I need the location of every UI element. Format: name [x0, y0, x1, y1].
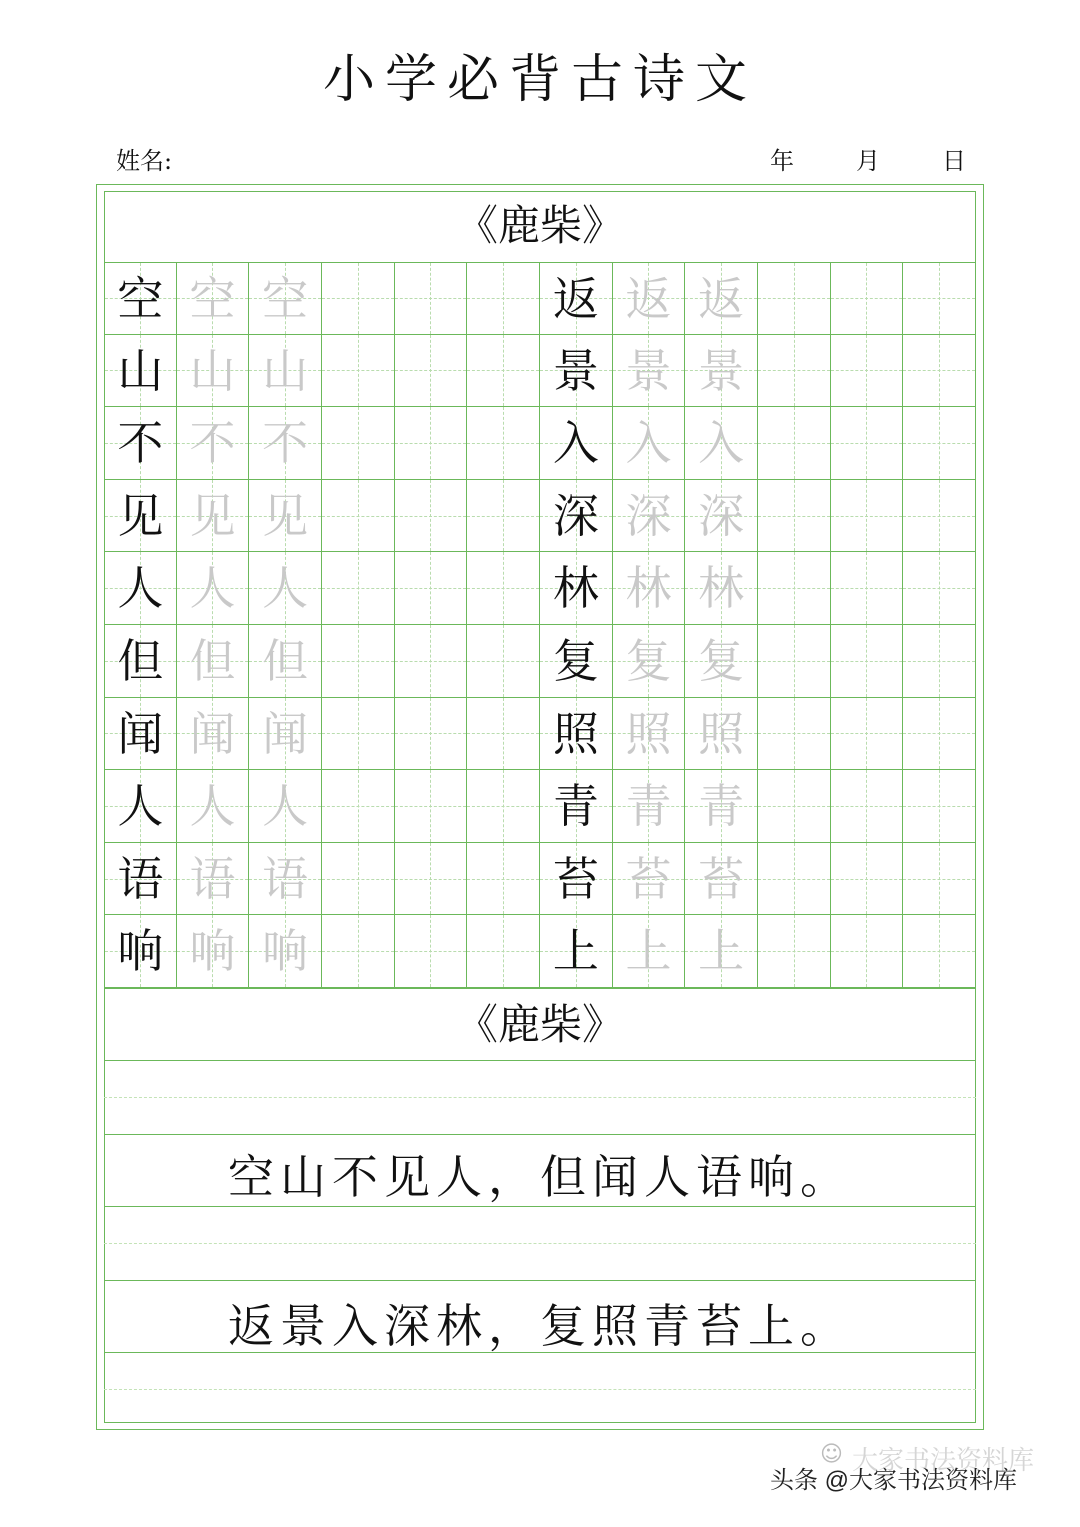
- blank-practice-cell: [467, 843, 540, 916]
- model-character: 空: [117, 272, 164, 326]
- tracing-character-cell: [685, 915, 758, 988]
- model-character-cell: [540, 770, 613, 843]
- blank-practice-cell: [467, 335, 540, 408]
- tracing-character: 山: [189, 343, 236, 398]
- model-character-cell: [540, 552, 613, 625]
- blank-practice-cell: [758, 552, 831, 625]
- band-line: [104, 1280, 976, 1281]
- model-character-cell: [104, 915, 177, 988]
- page-title: 小学必背古诗文: [322, 50, 757, 110]
- blank-practice-cell: [467, 915, 540, 988]
- blank-practice-cell: [467, 698, 540, 771]
- watermark-text: 头条 @大家书法资料库: [770, 1467, 1018, 1494]
- tracing-character: 深: [625, 488, 672, 543]
- tracing-character: 语: [262, 851, 309, 906]
- tracing-character: 照: [625, 706, 672, 761]
- tracing-character-cell: [249, 552, 322, 625]
- tracing-character-cell: [613, 698, 686, 771]
- blank-practice-cell: [395, 770, 468, 843]
- tracing-character: 入: [698, 416, 745, 471]
- tracing-character-cell: [685, 625, 758, 698]
- blank-practice-cell: [395, 843, 468, 916]
- tracing-grid: [104, 262, 976, 988]
- band-line: [104, 1060, 976, 1061]
- date-day-label: 日: [942, 147, 966, 175]
- blank-practice-cell: [322, 552, 395, 625]
- tracing-character-cell: [177, 915, 250, 988]
- blank-practice-cell: [758, 335, 831, 408]
- tracing-character-cell: [177, 480, 250, 553]
- tracing-character-cell: [177, 625, 250, 698]
- model-character-cell: [104, 480, 177, 553]
- blank-practice-cell: [903, 335, 976, 408]
- band-line: [104, 1206, 976, 1207]
- tracing-character: 林: [625, 561, 672, 616]
- model-character-cell: [104, 335, 177, 408]
- band-guide: [104, 1243, 976, 1244]
- model-character: 林: [552, 561, 599, 616]
- date-month-label: 月: [856, 147, 880, 175]
- model-character-cell: [104, 407, 177, 480]
- name-label: 姓名:: [116, 147, 173, 175]
- tracing-character: 山: [262, 343, 309, 398]
- tracing-character-cell: [249, 335, 322, 408]
- tracing-character-cell: [685, 335, 758, 408]
- tracing-character: 空: [262, 272, 309, 326]
- blank-practice-cell: [831, 915, 904, 988]
- tracing-character-cell: [685, 407, 758, 480]
- model-character-cell: [540, 480, 613, 553]
- blank-practice-cell: [831, 552, 904, 625]
- model-character-cell: [540, 335, 613, 408]
- model-character: 但: [117, 634, 164, 688]
- tracing-character: 上: [698, 924, 745, 979]
- blank-practice-cell: [395, 698, 468, 771]
- tracing-character-cell: [249, 480, 322, 553]
- blank-practice-cell: [322, 407, 395, 480]
- blank-practice-cell: [903, 843, 976, 916]
- model-character-cell: [104, 625, 177, 698]
- tracing-character: 人: [262, 779, 309, 834]
- poem-line-1: 空山不见人，但闻人语响。: [228, 1150, 852, 1204]
- tracing-character: 人: [262, 561, 309, 616]
- blank-practice-cell: [395, 480, 468, 553]
- tracing-character: 见: [189, 488, 236, 543]
- model-character-cell: [104, 698, 177, 771]
- tracing-character-cell: [177, 770, 250, 843]
- model-character: 返: [552, 272, 599, 326]
- tracing-character-cell: [613, 335, 686, 408]
- tracing-character-cell: [177, 335, 250, 408]
- tracing-character-cell: [177, 262, 250, 335]
- tracing-character: 闻: [189, 706, 236, 761]
- blank-practice-cell: [322, 262, 395, 335]
- grid-bottom-line: [104, 988, 976, 989]
- tracing-character-cell: [613, 915, 686, 988]
- poem-line-2: 返景入深林，复照青苔上。: [228, 1299, 852, 1353]
- band-guide: [104, 1389, 976, 1390]
- tracing-character: 空: [189, 272, 236, 326]
- blank-practice-cell: [467, 625, 540, 698]
- tracing-character: 照: [698, 706, 745, 761]
- blank-practice-cell: [395, 625, 468, 698]
- blank-practice-cell: [322, 480, 395, 553]
- tracing-character-cell: [685, 698, 758, 771]
- tracing-character-cell: [249, 770, 322, 843]
- blank-practice-cell: [831, 262, 904, 335]
- model-character: 人: [117, 779, 164, 834]
- blank-practice-cell: [831, 843, 904, 916]
- band-line: [104, 1352, 976, 1353]
- blank-practice-cell: [322, 843, 395, 916]
- band-line: [104, 1134, 976, 1135]
- tracing-character: 语: [189, 851, 236, 906]
- tracing-character: 但: [189, 634, 236, 688]
- blank-practice-cell: [758, 407, 831, 480]
- tracing-character-cell: [249, 262, 322, 335]
- tracing-character: 不: [189, 416, 236, 471]
- poem-title-bottom: 《鹿柴》: [455, 1000, 624, 1049]
- tracing-character: 复: [698, 634, 745, 688]
- blank-practice-cell: [903, 262, 976, 335]
- model-character: 复: [552, 634, 599, 688]
- blank-practice-cell: [758, 843, 831, 916]
- blank-practice-cell: [322, 698, 395, 771]
- blank-practice-cell: [831, 770, 904, 843]
- model-character: 深: [552, 488, 599, 543]
- blank-practice-cell: [467, 480, 540, 553]
- poem-title-top: 《鹿柴》: [455, 201, 624, 250]
- model-character-cell: [104, 843, 177, 916]
- tracing-character: 返: [698, 272, 745, 326]
- tracing-character-cell: [685, 480, 758, 553]
- model-character: 语: [117, 851, 164, 906]
- tracing-character-cell: [685, 262, 758, 335]
- blank-practice-cell: [395, 262, 468, 335]
- model-character-cell: [104, 262, 177, 335]
- tracing-character-cell: [177, 407, 250, 480]
- blank-practice-cell: [758, 770, 831, 843]
- tracing-character: 苔: [698, 851, 745, 906]
- model-character: 景: [552, 343, 599, 398]
- blank-practice-cell: [903, 770, 976, 843]
- blank-practice-cell: [758, 698, 831, 771]
- tracing-character: 响: [262, 924, 309, 979]
- tracing-character: 但: [262, 634, 309, 688]
- tracing-character-cell: [613, 843, 686, 916]
- tracing-character-cell: [177, 552, 250, 625]
- model-character: 苔: [552, 851, 599, 906]
- tracing-character: 景: [698, 343, 745, 398]
- tracing-character: 见: [262, 488, 309, 543]
- tracing-character-cell: [177, 843, 250, 916]
- model-character: 不: [117, 416, 164, 471]
- model-character: 上: [552, 924, 599, 979]
- tracing-character: 响: [189, 924, 236, 979]
- blank-practice-cell: [831, 335, 904, 408]
- tracing-character-cell: [613, 770, 686, 843]
- blank-practice-cell: [395, 407, 468, 480]
- band-guide: [104, 1097, 976, 1098]
- blank-practice-cell: [395, 335, 468, 408]
- tracing-character: 闻: [262, 706, 309, 761]
- date-year-label: 年: [770, 147, 794, 175]
- tracing-character: 深: [698, 488, 745, 543]
- model-character: 入: [552, 416, 599, 471]
- model-character: 山: [117, 343, 164, 398]
- blank-practice-cell: [467, 407, 540, 480]
- blank-practice-cell: [903, 915, 976, 988]
- blank-practice-cell: [903, 407, 976, 480]
- watermark-faded-text: 大家书法资料库: [852, 1446, 1035, 1476]
- model-character-cell: [540, 915, 613, 988]
- model-character: 照: [552, 706, 599, 761]
- blank-practice-cell: [831, 480, 904, 553]
- tracing-character-cell: [613, 262, 686, 335]
- model-character-cell: [540, 262, 613, 335]
- blank-practice-cell: [831, 407, 904, 480]
- blank-practice-cell: [903, 698, 976, 771]
- tracing-character: 复: [625, 634, 672, 688]
- blank-practice-cell: [758, 480, 831, 553]
- tracing-character: 上: [625, 924, 672, 979]
- tracing-character-cell: [685, 770, 758, 843]
- model-character: 见: [117, 488, 164, 543]
- blank-practice-cell: [322, 915, 395, 988]
- blank-practice-cell: [758, 262, 831, 335]
- tracing-character-cell: [177, 698, 250, 771]
- blank-practice-cell: [903, 480, 976, 553]
- tracing-character-cell: [249, 915, 322, 988]
- tracing-character-cell: [249, 843, 322, 916]
- tracing-character: 入: [625, 416, 672, 471]
- model-character-cell: [104, 770, 177, 843]
- blank-practice-cell: [322, 335, 395, 408]
- model-character-cell: [540, 698, 613, 771]
- tracing-character-cell: [613, 407, 686, 480]
- model-character-cell: [540, 407, 613, 480]
- blank-practice-cell: [831, 625, 904, 698]
- blank-practice-cell: [395, 552, 468, 625]
- blank-practice-cell: [903, 625, 976, 698]
- blank-practice-cell: [758, 625, 831, 698]
- model-character-cell: [540, 625, 613, 698]
- tracing-character: 人: [189, 561, 236, 616]
- tracing-character-cell: [685, 552, 758, 625]
- tracing-character: 人: [189, 779, 236, 834]
- tracing-character-cell: [613, 625, 686, 698]
- blank-practice-cell: [322, 625, 395, 698]
- tracing-character: 景: [625, 343, 672, 398]
- model-character-cell: [540, 843, 613, 916]
- blank-practice-cell: [467, 770, 540, 843]
- tracing-character-cell: [685, 843, 758, 916]
- tracing-character: 林: [698, 561, 745, 616]
- watermark-logo-icon: ☺: [820, 1442, 843, 1467]
- model-character: 闻: [117, 706, 164, 761]
- tracing-character: 返: [625, 272, 672, 326]
- blank-practice-cell: [322, 770, 395, 843]
- blank-practice-cell: [467, 552, 540, 625]
- blank-practice-cell: [395, 915, 468, 988]
- tracing-character: 苔: [625, 851, 672, 906]
- tracing-character-cell: [249, 698, 322, 771]
- tracing-character: 青: [625, 779, 672, 834]
- blank-practice-cell: [467, 262, 540, 335]
- tracing-character-cell: [249, 625, 322, 698]
- tracing-character-cell: [613, 552, 686, 625]
- tracing-character: 不: [262, 416, 309, 471]
- blank-practice-cell: [831, 698, 904, 771]
- tracing-character-cell: [249, 407, 322, 480]
- model-character: 响: [117, 924, 164, 979]
- model-character-cell: [104, 552, 177, 625]
- blank-practice-cell: [758, 915, 831, 988]
- model-character: 人: [117, 561, 164, 616]
- model-character: 青: [552, 779, 599, 834]
- tracing-character-cell: [613, 480, 686, 553]
- tracing-character: 青: [698, 779, 745, 834]
- blank-practice-cell: [903, 552, 976, 625]
